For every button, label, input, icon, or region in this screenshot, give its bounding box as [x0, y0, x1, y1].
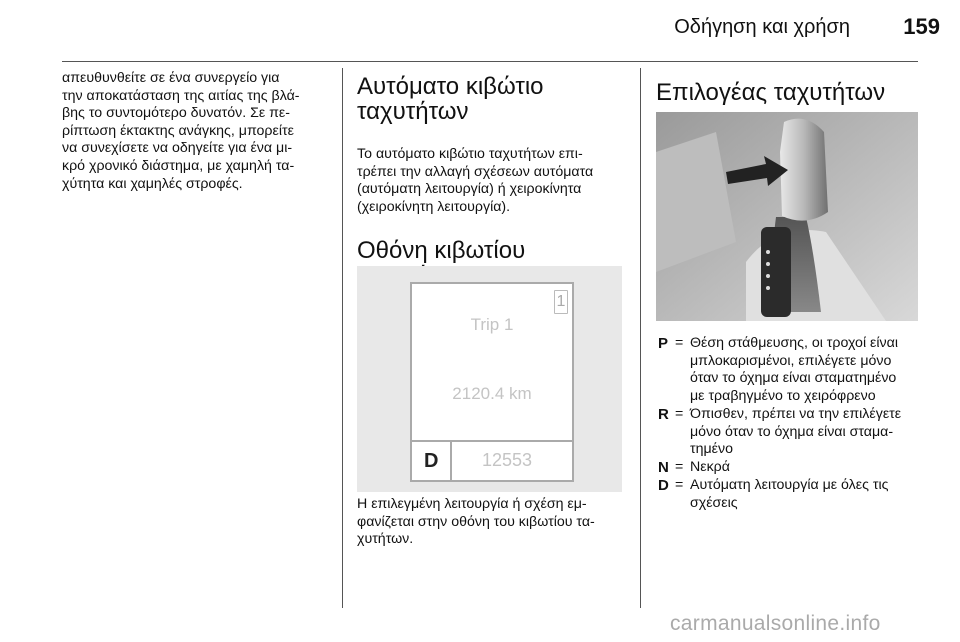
trip-distance: 2120.4 km	[452, 384, 532, 403]
right-column	[656, 80, 946, 105]
column-divider-right	[640, 68, 641, 608]
definition-equals: =	[675, 406, 684, 422]
section-heading-automatic-gearbox: Αυτόματο κιβώτιο ταχυτήτων	[357, 73, 544, 125]
definition-key-p: P	[658, 335, 669, 352]
middle-column	[357, 74, 632, 288]
definition-key-n: N	[658, 459, 669, 476]
definition-value-p: Θέση στάθμευσης, οι τροχοί είναι μπλοκαρισμένοι, επιλέγετε μόνο όταν το όχημα είναι σταματημένο με τραβηγμένο το χειρόφρενο	[690, 335, 898, 404]
gear-lever-illustration	[656, 112, 918, 321]
definition-key-r: R	[658, 406, 669, 423]
watermark: carmanualsonline.info	[670, 612, 881, 635]
display-divider	[412, 440, 572, 442]
definition-value-r: Όπισθεν, πρέπει να την επιλέγετε μόνο όταν το όχημα είναι σταμα- τημένο	[690, 406, 902, 458]
display-caption-text: Η επιλεγμένη λειτουργία ή σχέση εμ- φανίζεται στην οθόνη του κιβωτίου τα- χυτήτων.	[357, 496, 595, 548]
left-column	[62, 70, 334, 193]
automatic-gearbox-paragraph: Το αυτόματο κιβώτιο ταχυτήτων επι- τρέπει την αλλαγή σχέσεων αυτόματα (αυτόματη λειτουργία) ή χειροκίνητα (χειροκίνητη λειτουργία).	[357, 146, 594, 215]
definition-key-d: D	[658, 477, 669, 494]
header-divider	[62, 61, 918, 62]
definition-equals: =	[675, 335, 684, 351]
page-number: 159	[903, 14, 940, 39]
left-column-text: απευθυνθείτε σε ένα συνεργείο για την αποκατάσταση της αιτίας της βλά- βης το συντομότερο δυνατόν. Σε πε- ρίπτωση έκτακτης ανάγκης, μπορείτε να συνεχίσετε να οδηγείτε για ένα μι- κρό χρονικό διάστημα, με χαμηλή τα- χύτητα και χαμηλές στροφές.	[62, 70, 300, 192]
gearbox-display-illustration	[410, 282, 574, 482]
gear-indicator: D	[424, 450, 439, 472]
page-indicator-icon: 1	[554, 290, 568, 314]
page-header-title: Οδήγηση και χρήση	[674, 16, 850, 38]
definition-equals: =	[675, 459, 684, 475]
definition-value-d: Αυτόματη λειτουργία με όλες τις σχέσεις	[690, 477, 889, 511]
definition-equals: =	[675, 477, 684, 493]
definition-value-n: Νεκρά	[690, 459, 730, 475]
section-heading-gearbox-display: Οθόνη κιβωτίου	[357, 237, 526, 265]
display-caption	[357, 496, 632, 549]
display-divider-vertical	[450, 440, 452, 480]
column-divider-left	[342, 68, 343, 608]
trip-label: Trip 1	[470, 315, 514, 334]
selector-lever-photo	[656, 112, 918, 321]
odometer-value: 12553	[482, 450, 533, 470]
section-heading-selector-lever: Επιλογέας ταχυτήτων	[656, 79, 886, 106]
